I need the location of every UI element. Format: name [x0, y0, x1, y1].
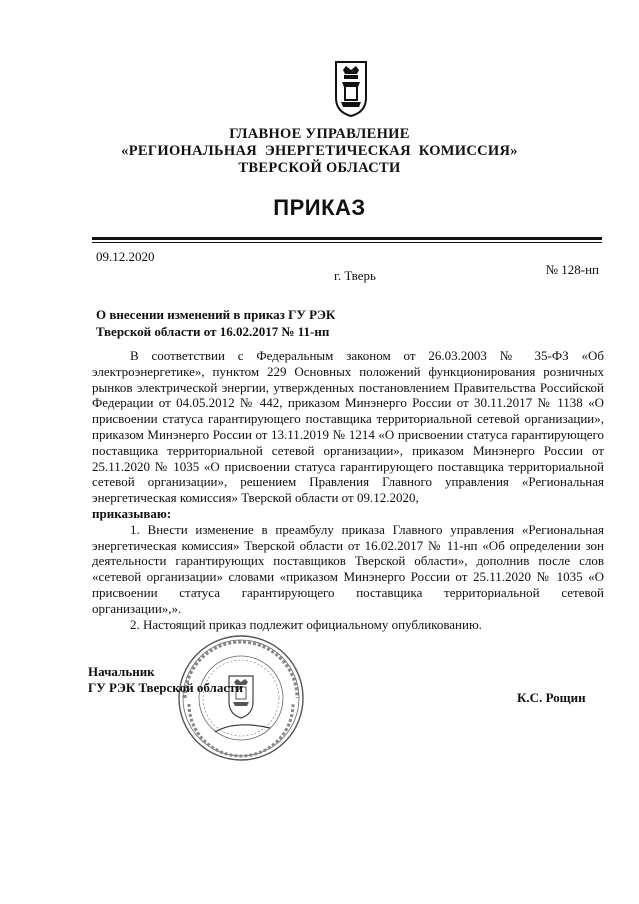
- agency-header-line3: ТВЕРСКОЙ ОБЛАСТИ: [238, 160, 401, 176]
- document-date: 09.12.2020: [96, 249, 155, 264]
- agency-header-line1: ГЛАВНОЕ УПРАВЛЕНИЕ: [229, 126, 410, 142]
- order-item-2: 2. Настоящий приказ подлежит официальному опубликованию.: [130, 616, 482, 632]
- document-body: [92, 348, 604, 632]
- document-subject: [96, 306, 335, 340]
- header-rule-thick: [92, 237, 602, 240]
- signatory-title-line2: ГУ РЭК Тверской области: [88, 680, 243, 695]
- order-item-1: 1. Внести изменение в преамбулу приказа Главного управления «Региональная энергетическая комиссия» Тверской области от 16.02.2017 № 11-нп «Об определении зон деятельности гарантирующих поставщиков Тверской области», дополнив после слов «сетевой организации» словами «приказом Минэнерго России от 25.11.2020 № 1035 «О присвоении статуса гарантирующего поставщика территориальной сетевой организации»,».: [92, 521, 604, 616]
- document-city: г. Тверь: [334, 268, 376, 283]
- agency-header-line2: «РЕГИОНАЛЬНАЯ ЭНЕРГЕТИЧЕСКАЯ КОМИССИЯ»: [121, 143, 518, 159]
- document-type-title: ПРИКАЗ: [273, 195, 366, 220]
- subject-line2: Тверской области от 16.02.2017 № 11-нп: [96, 324, 330, 339]
- preamble-paragraph: В соответствии с Федеральным законом от 26.03.2003 № 35-ФЗ «Об электроэнергетике», пунктом 229 Основных положений функционирования розничных рынков электрической энергии, утвержденных постановлением Правительства Российской Федерации от 04.05.2012 № 442, приказом Минэнерго России от 30.11.2017 № 1138 «О присвоении статуса гарантирующего поставщика территориальной сетевой организации», приказом Минэнерго России от 13.11.2019 № 1214 «О присвоении статуса гарантирующего поставщика территориальной сетевой организации», приказом Минэнерго России от 25.11.2020 № 1035 «О присвоении статуса гарантирующего поставщика территориальной сетевой организации», решением Правления Главного управления «Региональная энергетическая комиссия» Тверской области от 09.12.2020,: [92, 348, 604, 506]
- order-word: приказываю:: [92, 505, 172, 521]
- subject-line1: О внесении изменений в приказ ГУ РЭК: [96, 307, 336, 322]
- signatory-position: [88, 664, 243, 696]
- signatory-name: К.С. Рощин: [517, 690, 586, 705]
- document-number: № 128-нп: [545, 262, 599, 277]
- signatory-title-line1: Начальник: [88, 664, 155, 679]
- header-rule-thin: [92, 242, 602, 243]
- coat-of-arms-emblem: [333, 60, 369, 118]
- official-seal-stamp: [175, 632, 307, 764]
